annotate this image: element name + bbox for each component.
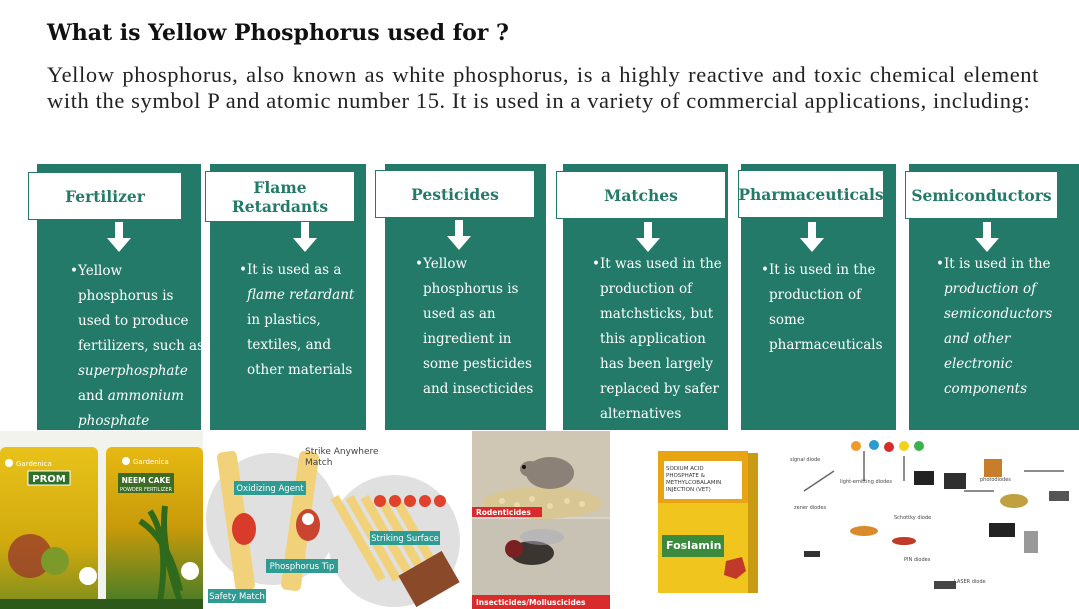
title-matches: Matches <box>604 185 678 205</box>
title-semiconductors: Semiconductors <box>911 185 1052 205</box>
arrow-down-icon <box>447 220 471 252</box>
box-pharmaceuticals <box>738 170 884 218</box>
pests-photos-image <box>472 431 610 609</box>
title-flame-retardants: Flame Retardants <box>231 177 329 216</box>
page-title: What is Yellow Phosphorus used for ? <box>47 20 509 46</box>
component-label: light-emitting diodes <box>840 479 892 485</box>
desc-fertilizer: •Yellow phosphorus is used to produce fertilizers, such as superphosphate and ammonium phosphate <box>70 263 205 429</box>
annotation-label: Match <box>305 458 333 468</box>
box-pesticides <box>375 170 535 218</box>
product-label: NEEM CAKE <box>121 476 171 485</box>
box-label: SODIUM ACID <box>666 466 704 472</box>
product-label: PROM <box>32 474 66 485</box>
arrow-down-icon <box>107 222 131 254</box>
box-flame-retardants <box>205 171 355 222</box>
box-label: PHOSPHATE & <box>666 473 705 479</box>
arrow-down-icon <box>800 222 824 254</box>
component-label: Schottky diode <box>894 515 932 521</box>
title-fertilizer: Fertilizer <box>65 186 145 206</box>
brand-label: Gardenica <box>16 460 52 468</box>
arrow-down-icon <box>636 222 660 254</box>
component-label: LASER diode <box>954 579 986 585</box>
semiconductor-diodes-image <box>784 431 1079 609</box>
annotation-label: Phosphorus Tip <box>269 562 335 572</box>
photo-label: Rodenticides <box>476 508 531 517</box>
component-label: photodiodes <box>980 477 1011 483</box>
annotation-label: Striking Surface <box>371 534 439 544</box>
box-label: INJECTION (VET) <box>666 487 711 493</box>
product-sublabel: POWDER FERTILIZER <box>120 487 172 493</box>
arrow-down-icon <box>975 222 999 254</box>
box-semiconductors <box>905 171 1058 219</box>
component-label: zener diodes <box>794 505 827 511</box>
desc-pesticides: •Yellow phosphorus is used as an ingredient in some pesticides and insecticides <box>415 256 534 397</box>
annotation-label: Oxidizing Agent <box>236 484 304 494</box>
pharma-box-image <box>614 431 780 609</box>
intro-paragraph: Yellow phosphorus, also known as white phosphorus, is a highly reactive and toxic chemical element with the symbol P and atomic number 15. It is used in a variety of commercial applications, including: <box>47 62 1039 113</box>
component-label: signal diode <box>790 457 821 463</box>
box-fertilizer <box>28 172 182 220</box>
brand-label: Foslamin <box>666 539 722 552</box>
desc-semiconductors: •It is used in the production of semiconductors and other electronic components <box>936 256 1053 397</box>
desc-flame-retardants: •It is used as a flame retardant in plastics, textiles, and other materials <box>239 262 355 378</box>
component-label: PIN diodes <box>904 557 931 563</box>
box-label: METHYLCOBALAMIN <box>666 480 722 486</box>
fertilizer-bags-image <box>0 431 203 609</box>
annotation-label: Safety Match <box>209 592 265 602</box>
matches-diagram-image <box>204 431 466 609</box>
brand-label: Gardenica <box>133 458 169 466</box>
box-matches <box>556 171 726 219</box>
photo-label: Insecticides/Molluscicides <box>476 598 586 607</box>
arrow-down-icon <box>293 222 317 254</box>
desc-matches: •It was used in the production of matchsticks, but this application has been largely replaced by safer alternatives <box>592 256 722 422</box>
annotation-label: Strike Anywhere <box>305 447 379 457</box>
title-pharmaceuticals: Pharmaceuticals <box>738 184 884 204</box>
desc-pharmaceuticals: •It is used in the production of some pharmaceuticals <box>761 262 883 353</box>
title-pesticides: Pesticides <box>411 184 499 204</box>
